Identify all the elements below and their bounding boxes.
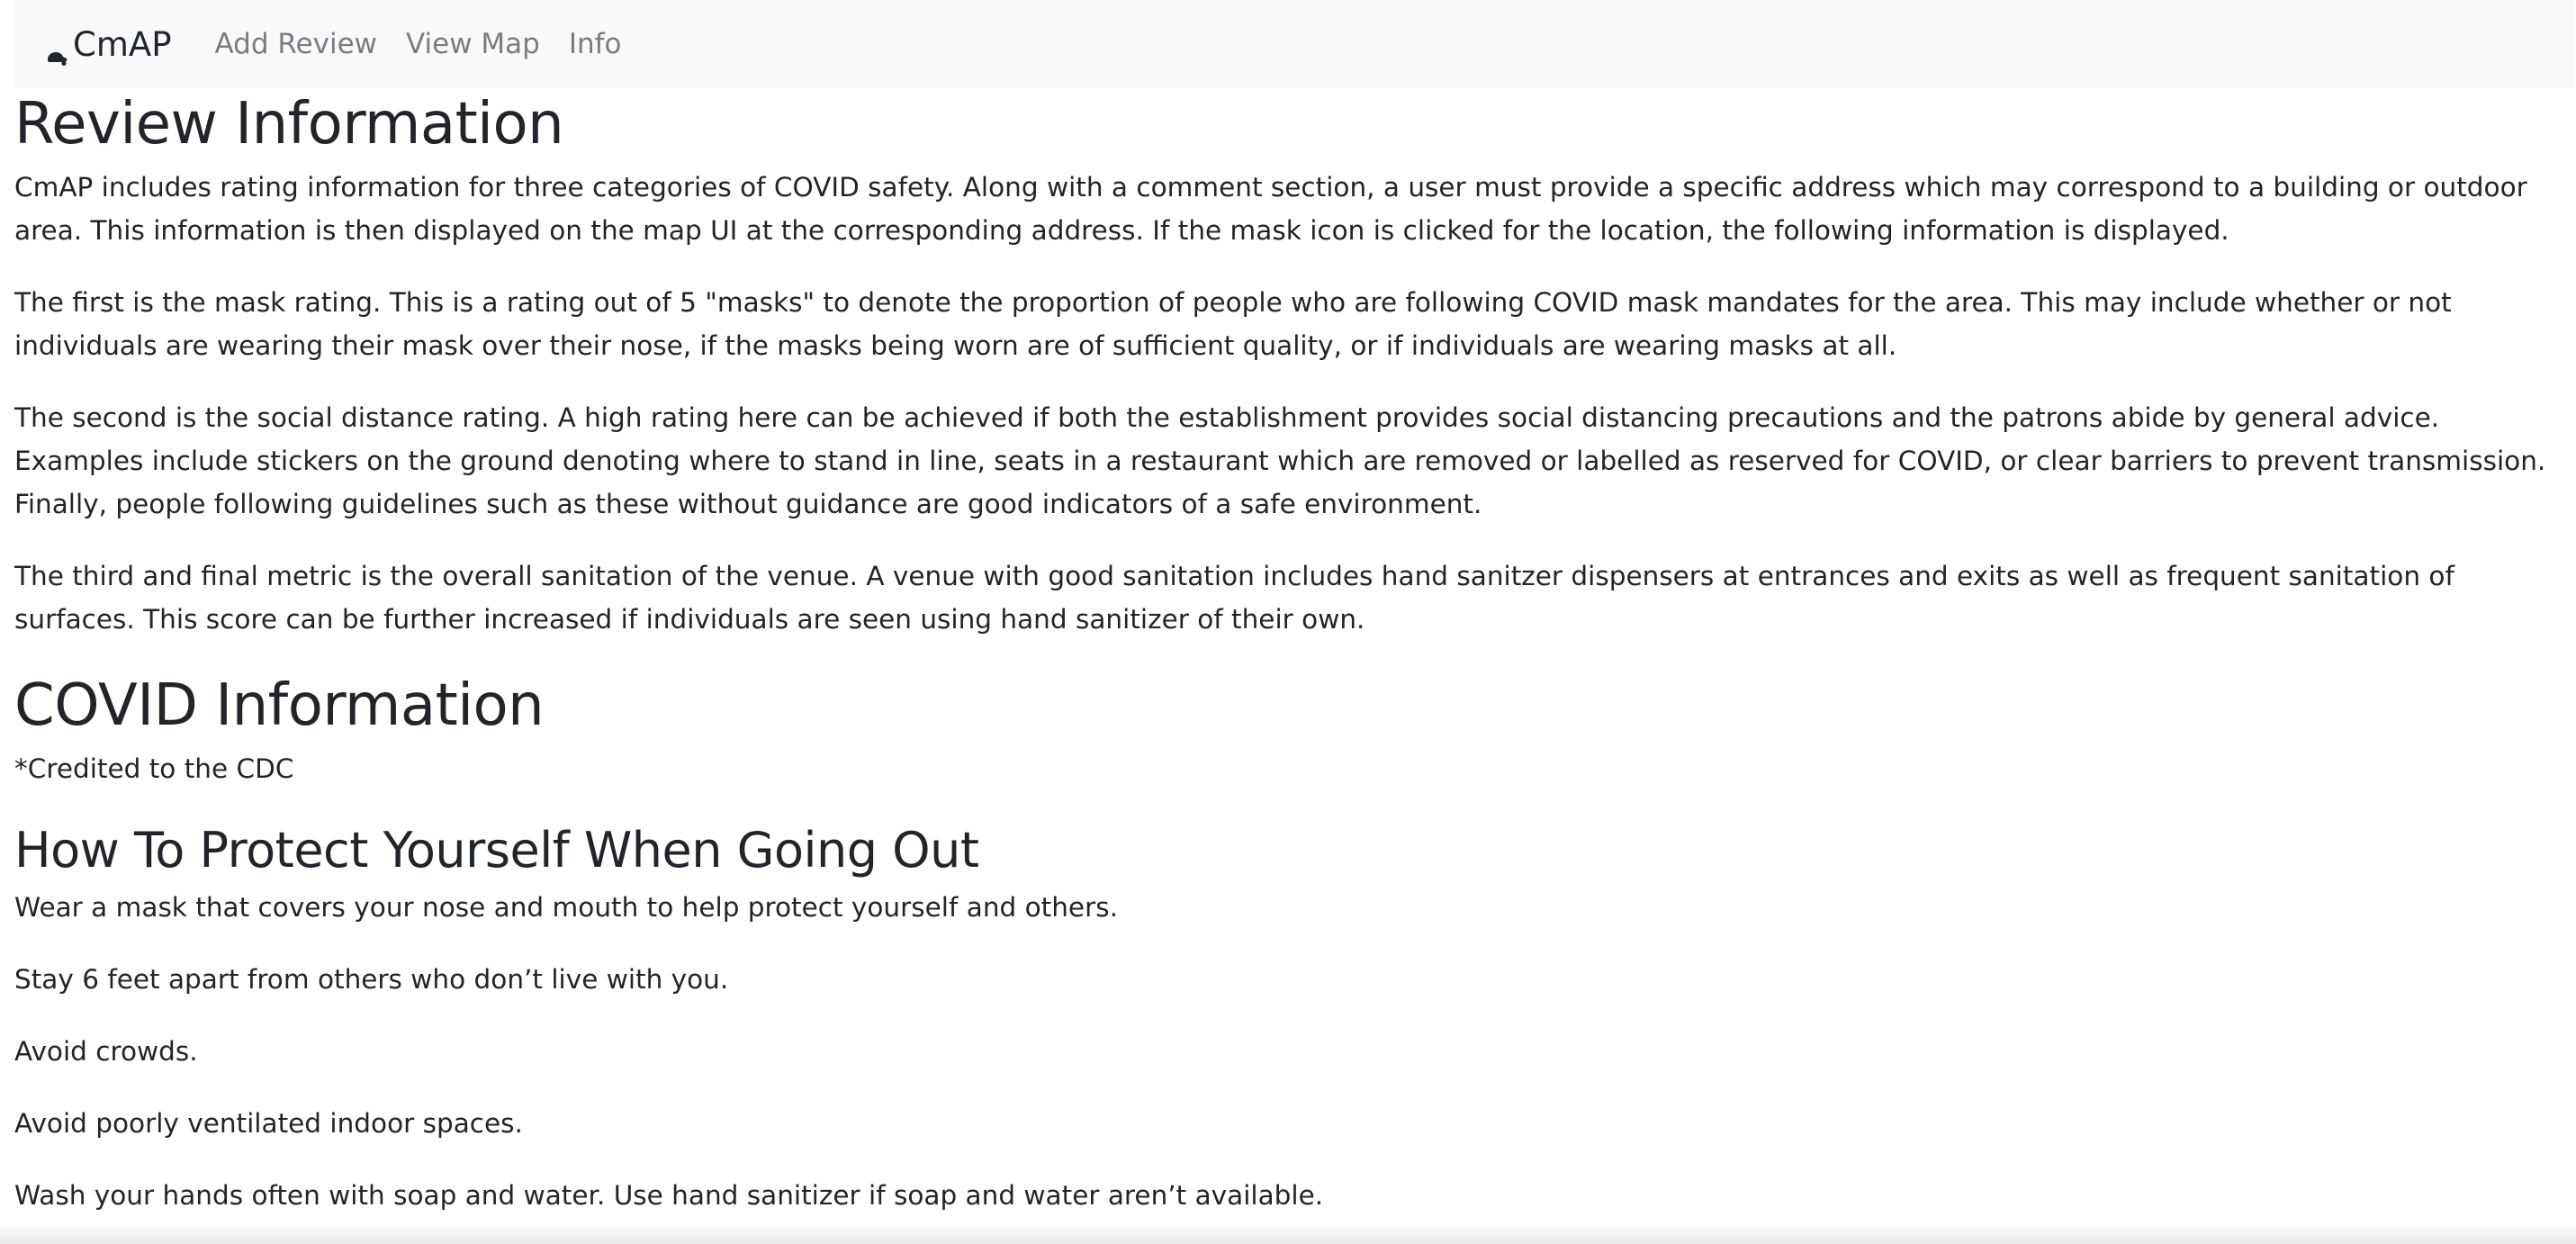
brand-link[interactable] [45, 25, 172, 64]
nav-links [215, 28, 651, 60]
mask-icon [45, 36, 68, 56]
tip-crowds: Avoid crowds. [14, 1036, 198, 1067]
nav-info[interactable]: Info [568, 28, 622, 60]
tip-mask: Wear a mask that covers your nose and mouth to help protect yourself and others. [14, 892, 1118, 923]
covid-title: COVID Information [14, 672, 545, 739]
protect-title: How To Protect Yourself When Going Out [14, 822, 979, 879]
nav-view-map[interactable]: View Map [406, 28, 540, 60]
review-paragraph-intro: CmAP includes rating information for three categories of COVID safety. Along with a comment section, a user must provide a specific address which may correspond to a building or outdoor area. This information is then displayed on the map UI at the corresponding address. If the mask icon is clicked for the location, the following information is displayed. [14, 172, 2527, 246]
main-content [14, 88, 2562, 1244]
brand-text: CmAP [73, 24, 172, 64]
bottom-scroll-shadow [0, 1224, 2576, 1244]
tip-ventilation: Avoid poorly ventilated indoor spaces. [14, 1108, 523, 1139]
review-paragraph-mask: The first is the mask rating. This is a rating out of 5 "masks" to denote the proportion of people who are following COVID mask mandates for the area. This may include whether or not individuals are wearing their mask over their nose, if the masks being worn are of sufficient quality, or if individuals are wearing masks at all. [14, 287, 2452, 361]
review-paragraph-distance: The second is the social distance rating. A high rating here can be achieved if both the establishment provides social distancing precautions and the patrons abide by general advice. Examples include stickers on the ground denoting where to stand in line, seats in a restaurant which are removed or labelled as reserved for COVID, or clear barriers to prevent transmission. Finally, people following guidelines such as these without guidance are good indicators of a safe environment. [14, 402, 2546, 519]
nav-add-review[interactable]: Add Review [214, 28, 377, 60]
tip-distance: Stay 6 feet apart from others who don’t live with you. [14, 964, 729, 995]
review-title: Review Information [14, 91, 564, 158]
review-paragraph-sanitation: The third and final metric is the overall sanitation of the venue. A venue with good sanitation includes hand sanitzer dispensers at entrances and exits as well as frequent sanitation of surfaces. This score can be further increased if individuals are seen using hand sanitizer of their own. [14, 561, 2454, 635]
navbar [14, 0, 2575, 88]
cdc-credit: *Credited to the CDC [14, 753, 294, 784]
tip-wash-hands: Wash your hands often with soap and water. Use hand sanitizer if soap and water aren’t available. [14, 1180, 1324, 1211]
